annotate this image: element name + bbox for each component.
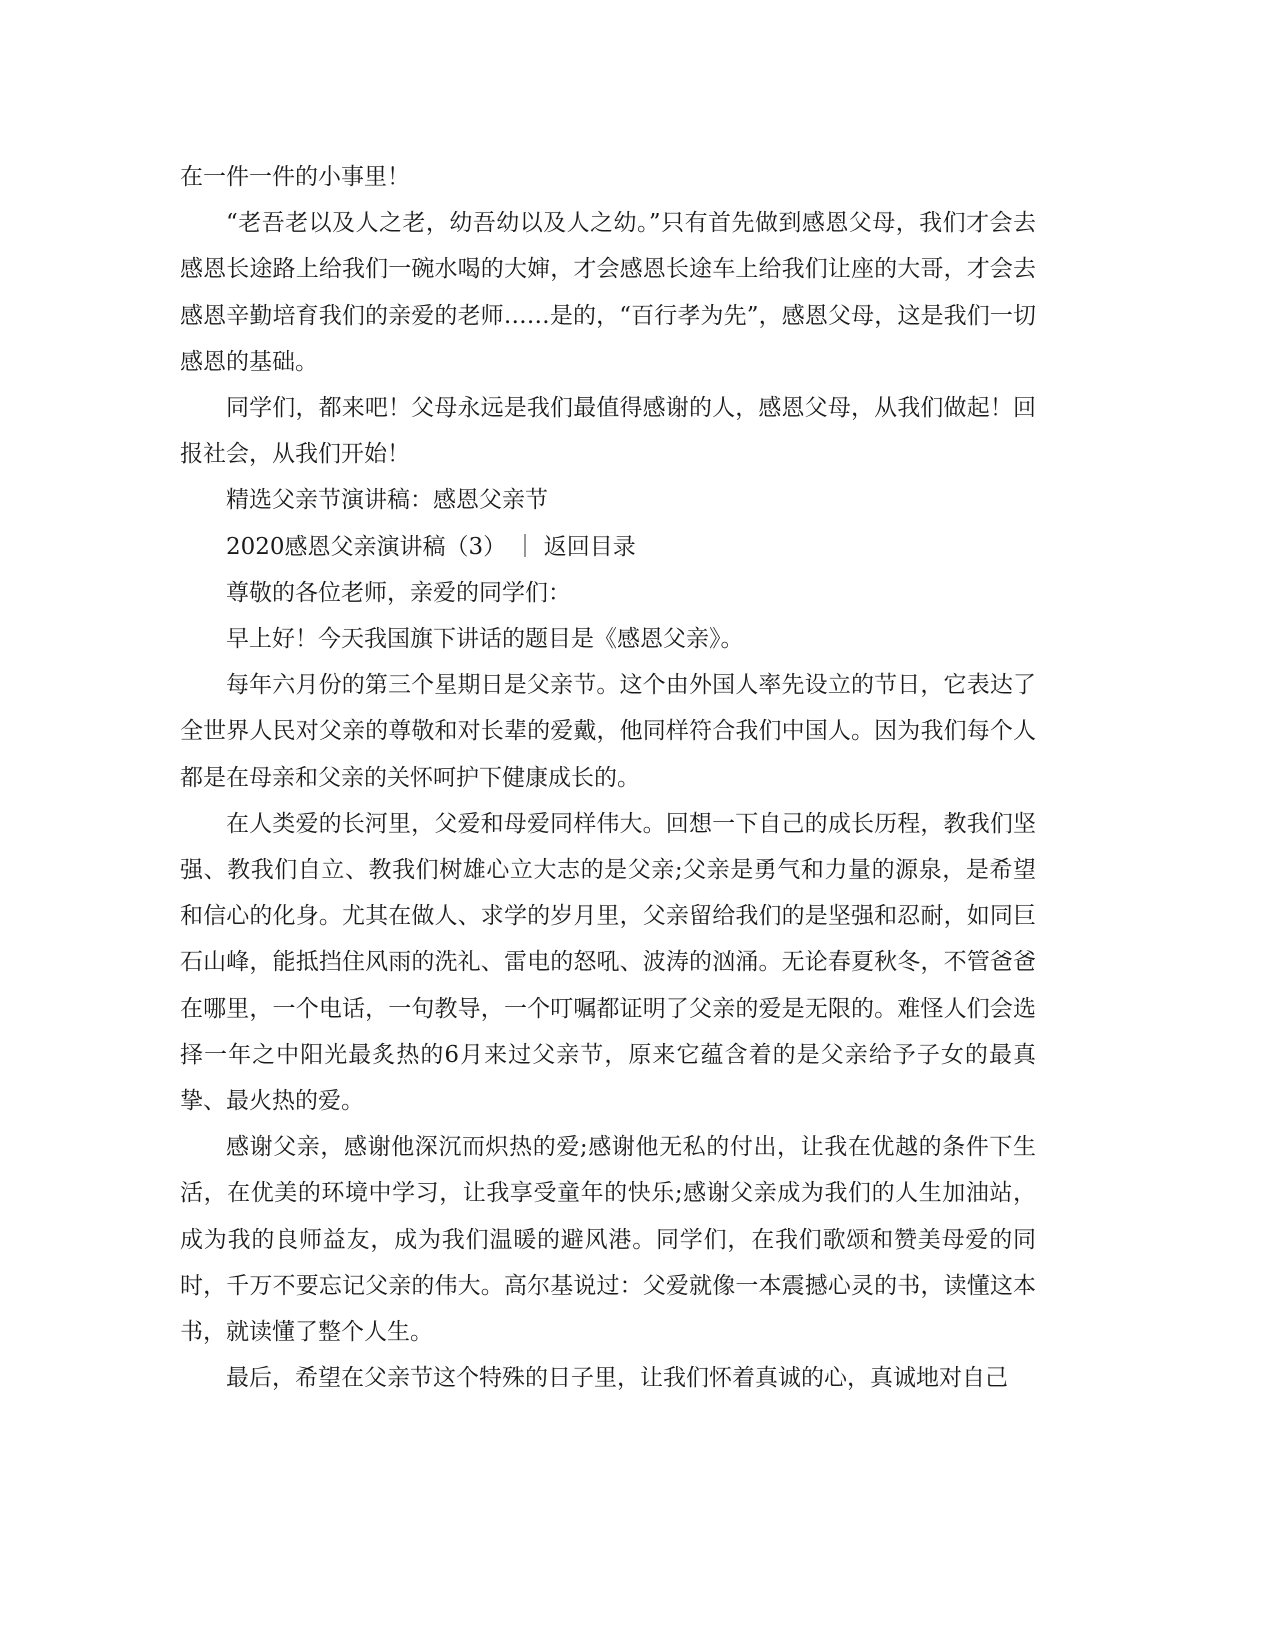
- paragraph-closing: 最后，希望在父亲节这个特殊的日子里，让我们怀着真诚的心，真诚地对自己: [226, 1365, 1008, 1392]
- paragraph-3: 同学们，都来吧！父母永远是我们最值得感谢的人，感恩父母，从我们做起！回报社会，从我们开始！: [180, 395, 1036, 468]
- section-heading: 精选父亲节演讲稿：感恩父亲节: [226, 487, 548, 514]
- back-to-toc-link[interactable]: 返回目录: [543, 533, 636, 560]
- paragraph-thanks: 感谢父亲，感谢他深沉而炽热的爱;感谢他无私的付出，让我在优越的条件下生活，在优美的环境中学习，让我享受童年的快乐;感谢父亲成为我们的人生加油站，成为我的良师益友，成为我们温暖的避风港。同学们，在我们歌颂和赞美母爱的同时，千万不要忘记父亲的伟大。高尔基说过：父爱就像一本震撼心灵的书，读懂这本书，就读懂了整个人生。: [180, 1134, 1036, 1346]
- document-body: [180, 154, 1036, 1401]
- salutation: 尊敬的各位老师，亲爱的同学们：: [226, 579, 571, 606]
- paragraph-fathers-day: 每年六月份的第三个星期日是父亲节。这个由外国人率先设立的节日，它表达了全世界人民对父亲的尊敬和对长辈的爱戴，他同样符合我们中国人。因为我们每个人都是在母亲和父亲的关怀呵护下健康成长的。: [180, 672, 1036, 791]
- speech-title: 2020感恩父亲演讲稿（3）: [226, 533, 507, 560]
- greeting: 早上好！今天我国旗下讲话的题目是《感恩父亲》。: [226, 626, 744, 653]
- paragraph-1: 在一件一件的小事里！: [180, 164, 410, 190]
- paragraph-fathers-love: 在人类爱的长河里，父爱和母爱同样伟大。回想一下自己的成长历程，教我们坚强、教我们自立、教我们树雄心立大志的是父亲;父亲是勇气和力量的源泉，是希望和信心的化身。尤其在做人、求学的岁月里，父亲留给我们的是坚强和忍耐，如同巨石山峰，能抵挡住风雨的洗礼、雷电的怒吼、波涛的汹涌。无论春夏秋冬，不管爸爸在哪里，一个电话，一句教导，一个叮嘱都证明了父亲的爱是无限的。难怪人们会选择一年之中阳光最炙热的6月来过父亲节，原来它蕴含着的是父亲给予子女的最真挚、最火热的爱。: [180, 810, 1036, 1115]
- toc-separator: ｜: [513, 533, 537, 560]
- toc-line: [180, 524, 1036, 570]
- paragraph-2: “老吾老以及人之老，幼吾幼以及人之幼。”只有首先做到感恩父母，我们才会去感恩长途路上给我们一碗水喝的大婶，才会感恩长途车上给我们让座的大哥，才会去感恩辛勤培育我们的亲爱的老师……是的，“百行孝为先”，感恩父母，这是我们一切感恩的基础。: [180, 210, 1036, 375]
